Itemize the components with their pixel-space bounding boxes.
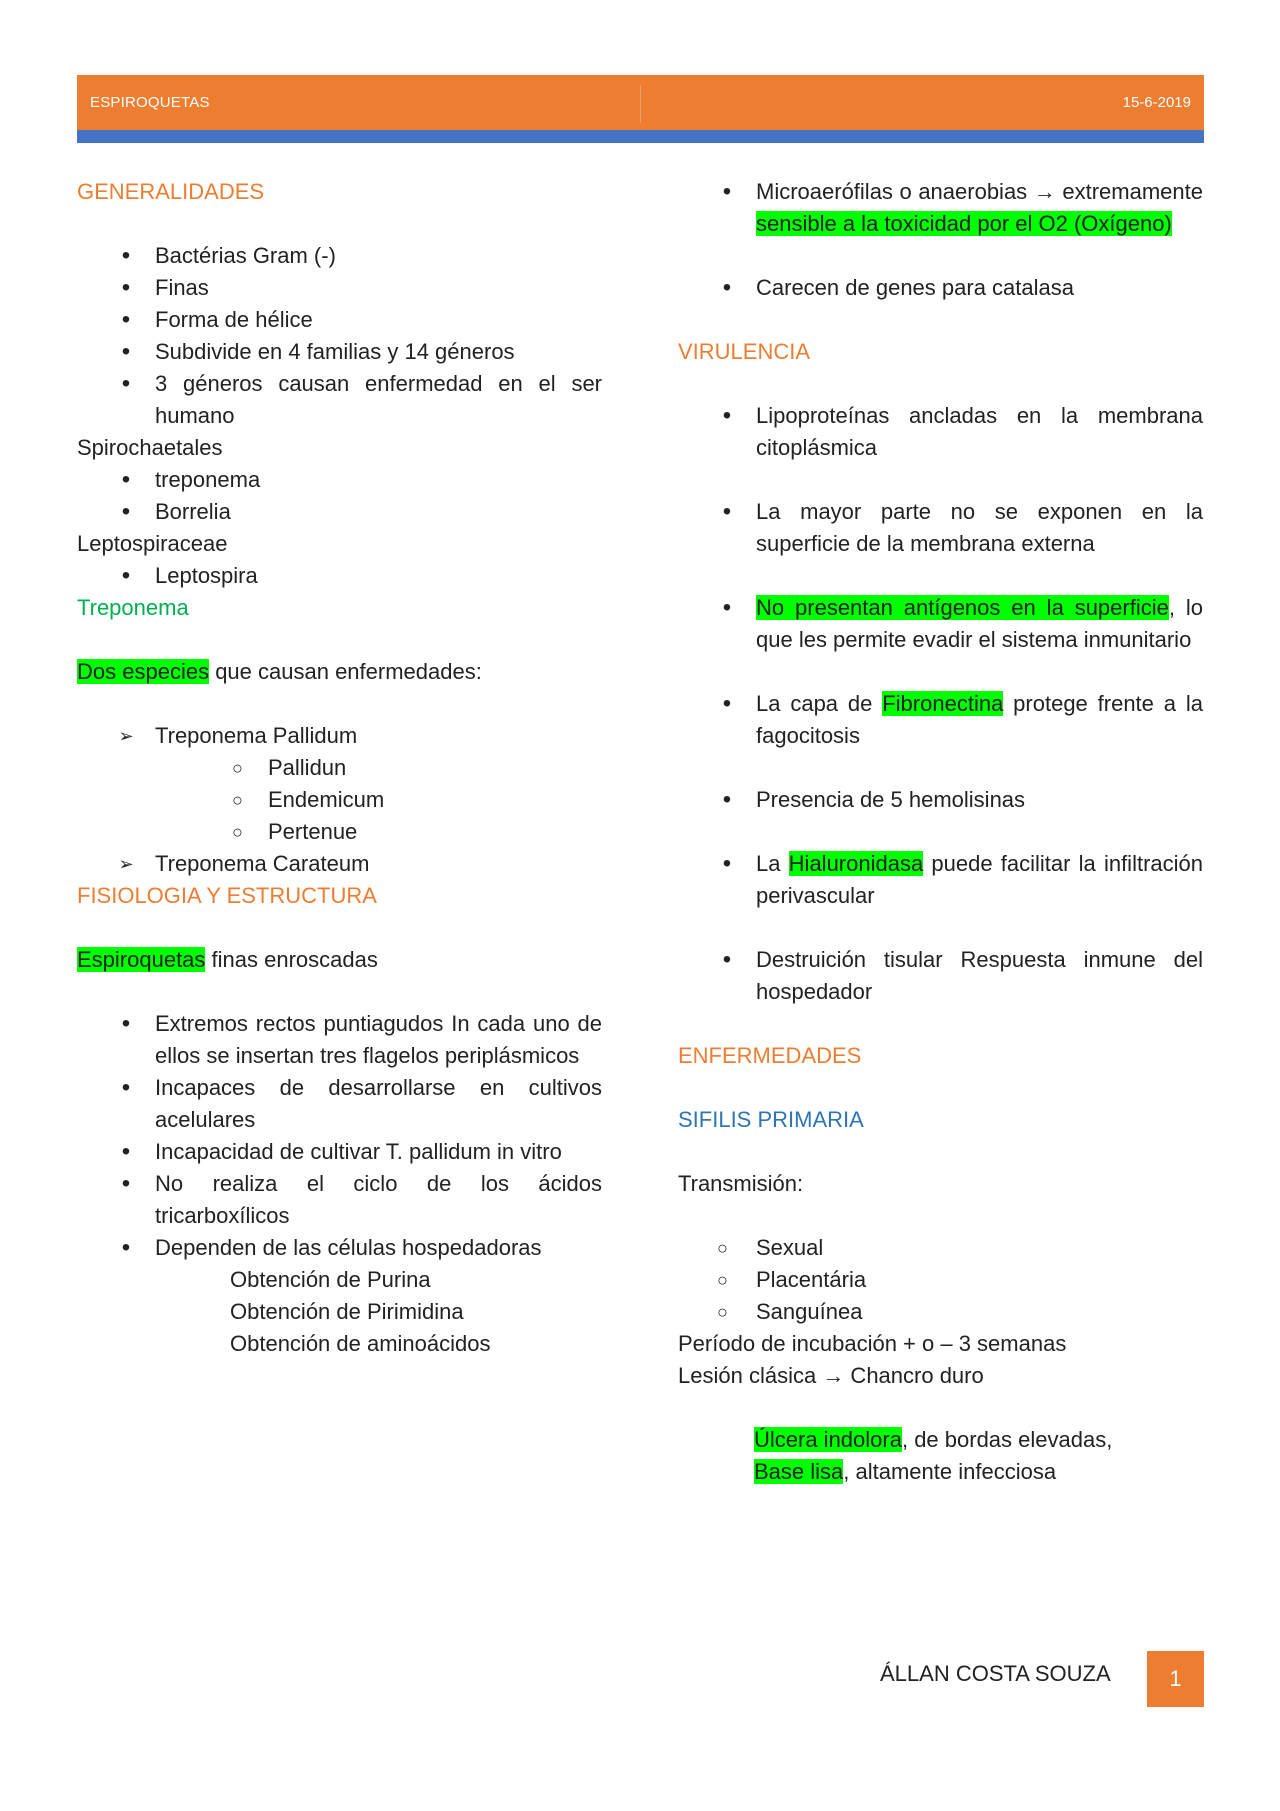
heading-fisiologia: FISIOLOGIA Y ESTRUCTURA — [77, 883, 377, 908]
arrow-bullet-icon: ➢ — [118, 854, 134, 874]
circle-bullet-icon: ○ — [717, 1270, 728, 1290]
heading-enfermedades: ENFERMEDADES — [678, 1043, 862, 1068]
list-item: • No realiza el ciclo de los ácidos tricarboxílicos — [121, 1170, 602, 1228]
incubacion-text: Período de incubación + o – 3 semanas — [678, 1331, 1067, 1356]
leptospiraceae-list — [77, 560, 602, 592]
sub-item: Obtención de aminoácidos — [230, 1331, 491, 1356]
list-item: ➢ Treponema Carateum — [77, 848, 602, 880]
list-item: • Microaerófilas o anaerobias → extremamente sensible a la toxicidad por el O2 (Oxígeno) — [722, 178, 1203, 236]
header-rule — [77, 130, 1204, 143]
heading-virulencia: VIRULENCIA — [678, 339, 811, 364]
ulcera-text: Úlcera indolora, de bordas elevadas, — [754, 1427, 1113, 1452]
list-item: • 3 géneros causan enfermedad en el ser humano — [121, 370, 602, 428]
list-item: • Subdivide en 4 familias y 14 géneros — [121, 338, 515, 365]
list-item: • La Hialuronidasa puede facilitar la infiltración perivascular — [722, 850, 1203, 908]
list-item: ○ Endemicum — [77, 784, 602, 816]
spirochaetales-list — [77, 464, 602, 528]
generalidades-list — [77, 240, 602, 432]
list-item: • Incapacidad de cultivar T. pallidum in vitro — [121, 1138, 562, 1165]
heading-generalidades: GENERALIDADES — [77, 179, 265, 204]
treponema-species-1 — [77, 720, 602, 752]
list-item: ○ Placentária — [678, 1264, 1203, 1296]
page-number: 1 — [1147, 1651, 1204, 1707]
fisiologia-intro: Espiroquetas finas enroscadas — [77, 947, 378, 972]
list-item: ○ Sexual — [678, 1232, 1203, 1264]
list-item: • Carecen de genes para catalasa — [722, 274, 1074, 301]
right-column — [678, 176, 1203, 1488]
header-divider — [640, 85, 641, 123]
list-item: • Incapaces de desarrollarse en cultivos acelulares — [121, 1074, 602, 1132]
spirochaetales-label: Spirochaetales — [77, 435, 223, 460]
treponema-intro: Dos especies que causan enfermedades: — [77, 659, 482, 684]
list-item: • La mayor parte no se exponen en la superficie de la membrana externa — [722, 498, 1203, 556]
list-item: • Borrelia — [121, 498, 231, 525]
list-item: • Leptospira — [121, 562, 258, 589]
header-title: ESPIROQUETAS — [90, 94, 210, 111]
transmision-list — [678, 1232, 1203, 1328]
circle-bullet-icon: ○ — [717, 1238, 728, 1258]
list-item: • Lipoproteínas ancladas en la membrana citoplásmica — [722, 402, 1203, 460]
list-item: • Forma de hélice — [121, 306, 313, 333]
list-item: • Extremos rectos puntiagudos In cada uno de ellos se insertan tres flagelos periplásmicos — [121, 1010, 602, 1068]
fisiologia-list — [77, 1008, 602, 1264]
page-header — [77, 75, 1204, 130]
list-item: • Dependen de las células hospedadoras — [121, 1234, 542, 1261]
list-item: ➢ Treponema Pallidum — [77, 720, 602, 752]
footer-author: ÁLLAN COSTA SOUZA — [880, 1661, 1111, 1686]
list-item: • No presentan antígenos en la superficie, lo que les permite evadir el sistema inmunitario — [722, 594, 1203, 652]
list-item: • Destruición tisular Respuesta inmune del hospedador — [722, 946, 1203, 1004]
circle-bullet-icon: ○ — [232, 758, 243, 778]
virulencia-list — [678, 400, 1203, 1008]
circle-bullet-icon: ○ — [232, 790, 243, 810]
header-date: 15-6-2019 — [1122, 94, 1191, 111]
circle-bullet-icon: ○ — [232, 822, 243, 842]
heading-treponema: Treponema — [77, 595, 189, 620]
list-item: • Presencia de 5 hemolisinas — [722, 786, 1026, 813]
list-item: ○ Sanguínea — [678, 1296, 1203, 1328]
list-item: • Bactérias Gram (-) — [121, 242, 336, 269]
list-item: ○ Pertenue — [77, 816, 602, 848]
lesion-description — [678, 1424, 1203, 1488]
list-item: • La capa de Fibronectina protege frente a la fagocitosis — [722, 690, 1203, 748]
arrow-right-icon: → — [822, 1363, 845, 1388]
circle-bullet-icon: ○ — [717, 1302, 728, 1322]
sub-item: Obtención de Purina — [230, 1267, 431, 1292]
left-column — [77, 176, 602, 1360]
sub-item: Obtención de Pirimidina — [230, 1299, 464, 1324]
arrow-right-icon: → — [1033, 179, 1056, 204]
list-item: ○ Pallidun — [77, 752, 602, 784]
list-item: • Finas — [121, 274, 209, 301]
transmision-label: Transmisión: — [678, 1171, 804, 1196]
arrow-bullet-icon: ➢ — [118, 726, 134, 746]
subspecies-list — [77, 752, 602, 848]
leptospiraceae-label: Leptospiraceae — [77, 531, 228, 556]
treponema-species-2 — [77, 848, 602, 880]
lesion-text: Lesión clásica → Chancro duro — [678, 1363, 984, 1388]
base-text: Base lisa, altamente infecciosa — [754, 1459, 1057, 1484]
fisiologia-continued-list — [678, 176, 1203, 304]
list-item: • treponema — [121, 466, 261, 493]
heading-sifilis-primaria: SIFILIS PRIMARIA — [678, 1107, 864, 1132]
